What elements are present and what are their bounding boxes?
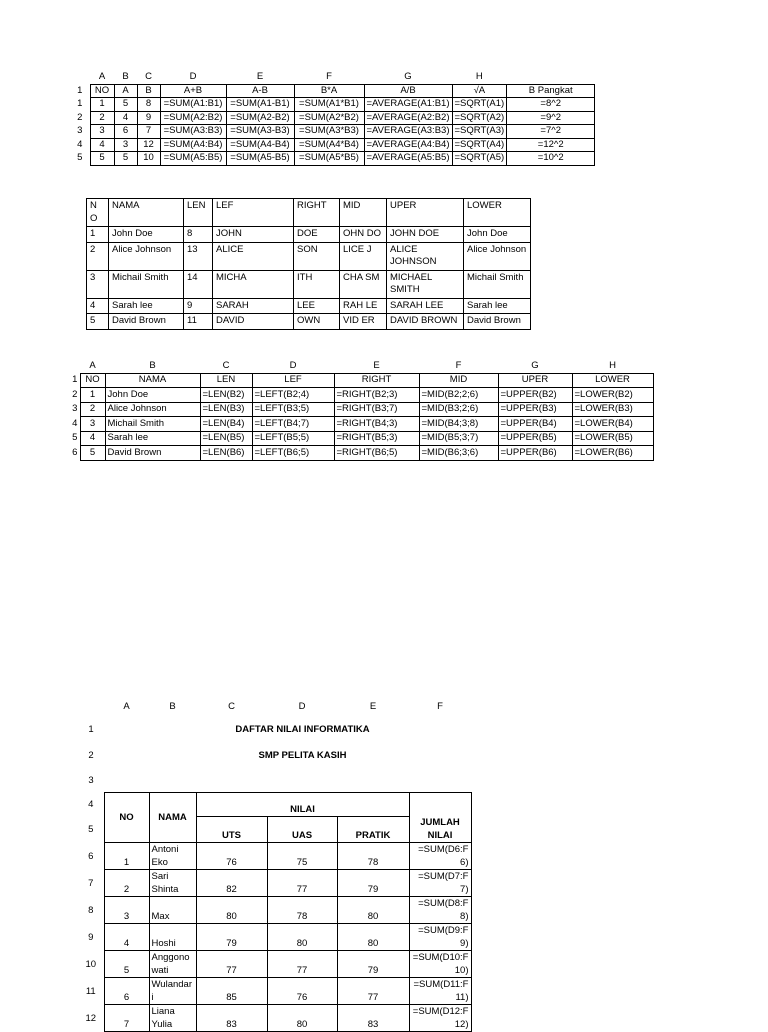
cell[interactable]: LICE J — [340, 242, 387, 270]
cell-uas[interactable]: 77 — [267, 951, 337, 978]
table-row — [78, 951, 471, 978]
header-cell[interactable]: NO — [90, 84, 114, 98]
page-subtitle: SMP PELITA KASIH — [258, 749, 347, 761]
cell[interactable]: David Brown — [464, 314, 531, 330]
cell[interactable]: =RIGHT(B2;3) — [334, 388, 419, 403]
cell[interactable]: MICHAEL SMITH — [387, 270, 464, 298]
col-letter: A — [89, 359, 96, 371]
cell[interactable]: =SUM(A2-B2) — [226, 111, 294, 125]
cell-pratik[interactable]: 80 — [337, 897, 409, 924]
table-row — [70, 402, 653, 417]
header-cell[interactable]: LEN — [200, 373, 252, 388]
table-row — [70, 152, 595, 166]
table-row — [87, 314, 531, 330]
cell[interactable]: 4 — [90, 138, 114, 152]
cell[interactable]: ALICE JOHNSON — [387, 242, 464, 270]
header-cell[interactable]: UPER — [498, 373, 572, 388]
header-uas[interactable]: UAS — [267, 816, 337, 843]
header-cell[interactable]: RIGHT — [334, 373, 419, 388]
cell[interactable]: =LEFT(B4;7) — [252, 417, 334, 432]
cell-jumlah[interactable]: =SUM(D10:F10) — [409, 951, 471, 978]
cell[interactable]: =RIGHT(B4;3) — [334, 417, 419, 432]
cell[interactable]: 11 — [184, 314, 213, 330]
cell[interactable]: =10^2 — [507, 152, 595, 166]
table-row — [70, 446, 653, 461]
cell-uas[interactable]: 75 — [267, 843, 337, 870]
cell[interactable]: =SUM(A5*B5) — [294, 152, 364, 166]
col-letter: G — [404, 71, 412, 83]
header-cell[interactable]: MID — [419, 373, 498, 388]
row-number: 2 — [72, 388, 78, 400]
cell[interactable]: SARAH LEE — [387, 298, 464, 314]
cell[interactable]: 13 — [184, 242, 213, 270]
cell[interactable]: =SUM(A1-B1) — [226, 98, 294, 112]
cell[interactable]: John Doe — [105, 388, 200, 403]
cell-uts[interactable]: 85 — [196, 978, 267, 1005]
col-letter: B — [149, 359, 156, 371]
cell[interactable]: 3 — [80, 417, 105, 432]
cell[interactable]: =MID(B2;2;6) — [419, 388, 498, 403]
cell-pratik[interactable]: 79 — [337, 870, 409, 897]
cell[interactable]: Michail Smith — [464, 270, 531, 298]
cell[interactable]: SARAH — [213, 298, 294, 314]
cell[interactable]: DAVID BROWN — [387, 314, 464, 330]
cell[interactable]: John Doe — [464, 227, 531, 243]
cell[interactable]: Michail Smith — [105, 417, 200, 432]
header-cell[interactable]: √A — [452, 84, 507, 98]
cell-nama[interactable]: Sari Shinta — [149, 870, 196, 897]
cell[interactable]: 5 — [87, 314, 109, 330]
col-letter: E — [373, 359, 380, 371]
row-number: 9 — [88, 931, 94, 943]
cell[interactable]: 5 — [80, 446, 105, 461]
cell[interactable]: =SUM(A5-B5) — [226, 152, 294, 166]
cell[interactable]: =SUM(A5:B5) — [160, 152, 226, 166]
col-letter: D — [189, 71, 197, 83]
cell[interactable]: =LOWER(B3) — [572, 402, 653, 417]
cell-nama[interactable]: Max — [149, 897, 196, 924]
cell-nama[interactable]: Hoshi — [149, 924, 196, 951]
cell[interactable]: =LEN(B6) — [200, 446, 252, 461]
cell-jumlah[interactable]: =SUM(D11:F11) — [409, 978, 471, 1005]
header-jumlah-nilai[interactable]: JUMLAH NILAI — [409, 816, 471, 843]
cell[interactable]: =UPPER(B2) — [498, 388, 572, 403]
cell[interactable]: 1 — [80, 388, 105, 403]
cell[interactable]: Michail Smith — [109, 270, 184, 298]
cell[interactable]: =7^2 — [507, 125, 595, 139]
table-row — [78, 843, 471, 870]
cell-pratik[interactable]: 79 — [337, 951, 409, 978]
cell-uts[interactable]: 82 — [196, 870, 267, 897]
table-row — [70, 431, 653, 446]
table-row — [78, 897, 471, 924]
cell[interactable]: =RIGHT(B6;5) — [334, 446, 419, 461]
table-row — [87, 270, 531, 298]
header-cell[interactable]: MID — [340, 199, 387, 227]
row-number: 3 — [88, 774, 94, 786]
arithmetic-formula-table — [70, 71, 595, 166]
cell-no[interactable]: 4 — [104, 924, 149, 951]
cell[interactable]: 1 — [90, 98, 114, 112]
table-row — [78, 1005, 471, 1032]
cell[interactable]: David Brown — [109, 314, 184, 330]
header-row — [70, 373, 653, 388]
cell[interactable]: 2 — [87, 242, 109, 270]
row-number: 3 — [72, 403, 78, 415]
row-number: 1 — [77, 84, 83, 96]
table-row — [78, 924, 471, 951]
string-function-results-table — [86, 198, 531, 330]
row-number: 4 — [77, 138, 83, 150]
header-cell[interactable]: RIGHT — [294, 199, 340, 227]
row-number: 6 — [72, 446, 78, 458]
header-cell[interactable]: B — [137, 84, 160, 98]
cell[interactable]: =LEN(B2) — [200, 388, 252, 403]
cell[interactable]: 6 — [114, 125, 137, 139]
cell[interactable]: =LOWER(B4) — [572, 417, 653, 432]
cell[interactable]: 5 — [114, 98, 137, 112]
cell-pratik[interactable]: 78 — [337, 843, 409, 870]
cell-uas[interactable]: 80 — [267, 924, 337, 951]
cell[interactable]: 5 — [90, 152, 114, 166]
row-number: 5 — [77, 152, 83, 164]
cell[interactable]: 1 — [87, 227, 109, 243]
cell[interactable]: JOHN — [213, 227, 294, 243]
col-letter: B — [122, 71, 129, 83]
row-number: 1 — [77, 98, 83, 110]
cell-uas[interactable]: 80 — [267, 1005, 337, 1032]
row-number: 11 — [85, 985, 96, 997]
cell[interactable]: =SUM(A2*B2) — [294, 111, 364, 125]
header-cell[interactable]: A-B — [226, 84, 294, 98]
cell[interactable]: =LOWER(B5) — [572, 431, 653, 446]
cell[interactable]: LEE — [294, 298, 340, 314]
col-letter: F — [455, 359, 462, 371]
cell-jumlah[interactable]: =SUM(D7:F7) — [409, 870, 471, 897]
cell-jumlah[interactable]: =SUM(D8:F8) — [409, 897, 471, 924]
cell-no[interactable]: 2 — [104, 870, 149, 897]
cell[interactable]: =MID(B3;2;6) — [419, 402, 498, 417]
table-row — [87, 242, 531, 270]
cell-uas[interactable]: 77 — [267, 870, 337, 897]
header-cell[interactable]: A — [114, 84, 137, 98]
header-pratik[interactable]: PRATIK — [337, 816, 409, 843]
table-row — [78, 978, 471, 1005]
cell[interactable]: SON — [294, 242, 340, 270]
cell[interactable]: =9^2 — [507, 111, 595, 125]
page-title: DAFTAR NILAI INFORMATIKA — [235, 723, 370, 735]
row-number: 10 — [85, 958, 97, 970]
column-letter-row — [78, 696, 471, 716]
cell[interactable]: 4 — [87, 298, 109, 314]
header-row — [87, 199, 531, 227]
table-row — [70, 138, 595, 152]
row-number: 3 — [77, 125, 83, 137]
cell[interactable]: DAVID — [213, 314, 294, 330]
header-cell[interactable]: NAMA — [109, 199, 184, 227]
row-number: 4 — [88, 798, 94, 810]
grade-list-table — [78, 696, 472, 1032]
col-letter: E — [369, 700, 377, 712]
cell[interactable]: =SUM(A3-B3) — [226, 125, 294, 139]
cell-no[interactable]: 3 — [104, 897, 149, 924]
header-cell[interactable]: NAMA — [105, 373, 200, 388]
cell[interactable]: =SQRT(A4) — [452, 138, 507, 152]
row-number: 1 — [72, 374, 78, 386]
cell[interactable]: 2 — [80, 402, 105, 417]
cell[interactable]: John Doe — [109, 227, 184, 243]
cell[interactable]: =AVERAGE(A4:B4) — [364, 138, 452, 152]
row-number: 4 — [72, 417, 78, 429]
header-uts[interactable]: UTS — [196, 816, 267, 843]
row-number: 5 — [88, 823, 94, 835]
header-no[interactable]: NO — [104, 792, 149, 843]
cell-jumlah[interactable]: =SUM(D12:F12) — [409, 1005, 471, 1032]
header-cell[interactable]: B Pangkat — [507, 84, 595, 98]
cell[interactable]: =AVERAGE(A2:B2) — [364, 111, 452, 125]
cell[interactable]: 3 — [87, 270, 109, 298]
cell-nama[interactable]: Antoni Eko — [149, 843, 196, 870]
header-cell[interactable]: LEF — [213, 199, 294, 227]
col-letter: C — [222, 359, 230, 371]
cell[interactable]: OWN — [294, 314, 340, 330]
cell-pratik[interactable]: 80 — [337, 924, 409, 951]
cell[interactable]: RAH LE — [340, 298, 387, 314]
cell-uts[interactable]: 80 — [196, 897, 267, 924]
cell-uts[interactable]: 83 — [196, 1005, 267, 1032]
cell-pratik[interactable]: 83 — [337, 1005, 409, 1032]
column-letter-row — [70, 359, 653, 373]
cell-nama[interactable]: Liana Yulia — [149, 1005, 196, 1032]
col-letter: F — [326, 71, 332, 83]
row-number: 2 — [77, 111, 83, 123]
header-cell[interactable]: LEN — [184, 199, 213, 227]
cell[interactable]: Alice Johnson — [109, 242, 184, 270]
cell[interactable]: =RIGHT(B5;3) — [334, 431, 419, 446]
header-cell[interactable]: LOWER — [464, 199, 531, 227]
cell[interactable]: =MID(B4;3;8) — [419, 417, 498, 432]
cell[interactable]: 3 — [114, 138, 137, 152]
col-letter: F — [437, 700, 443, 712]
cell[interactable]: =8^2 — [507, 98, 595, 112]
row-number: 5 — [72, 432, 78, 444]
cell[interactable]: =LEN(B5) — [200, 431, 252, 446]
header-cell[interactable]: UPER — [387, 199, 464, 227]
cell[interactable]: =RIGHT(B3;7) — [334, 402, 419, 417]
cell[interactable]: JOHN DOE — [387, 227, 464, 243]
col-letter: H — [609, 359, 616, 371]
cell[interactable]: DOE — [294, 227, 340, 243]
cell-pratik[interactable]: 77 — [337, 978, 409, 1005]
cell[interactable]: =MID(B5;3;7) — [419, 431, 498, 446]
cell[interactable]: =LOWER(B2) — [572, 388, 653, 403]
cell[interactable]: =SUM(A4:B4) — [160, 138, 226, 152]
row-number: 7 — [88, 877, 94, 889]
cell[interactable]: MICHA — [213, 270, 294, 298]
cell[interactable]: 4 — [80, 431, 105, 446]
cell-uts[interactable]: 77 — [196, 951, 267, 978]
row-number: 12 — [85, 1012, 97, 1024]
row-number: 8 — [88, 904, 94, 916]
cell[interactable]: =12^2 — [507, 138, 595, 152]
header-cell[interactable]: LEF — [252, 373, 334, 388]
cell[interactable]: Sarah lee — [464, 298, 531, 314]
cell-no[interactable]: 6 — [104, 978, 149, 1005]
col-letter — [507, 71, 595, 84]
col-letter: D — [298, 700, 306, 712]
cell[interactable]: Alice Johnson — [464, 242, 531, 270]
cell-nama[interactable]: Wulandari — [149, 978, 196, 1005]
table-row — [70, 388, 653, 403]
cell[interactable]: David Brown — [105, 446, 200, 461]
cell[interactable]: 9 — [184, 298, 213, 314]
cell-jumlah[interactable]: =SUM(D9:F9) — [409, 924, 471, 951]
column-letter-row — [70, 71, 595, 84]
cell-no[interactable]: 7 — [104, 1005, 149, 1032]
cell[interactable]: =SQRT(A2) — [452, 111, 507, 125]
cell[interactable]: =LEFT(B2;4) — [252, 388, 334, 403]
cell[interactable]: =SUM(A2:B2) — [160, 111, 226, 125]
cell[interactable]: =SQRT(A3) — [452, 125, 507, 139]
table-row — [70, 98, 595, 112]
string-formula-table — [70, 359, 654, 461]
cell[interactable]: 9 — [137, 111, 160, 125]
row-number: 1 — [88, 723, 94, 735]
table-row — [70, 111, 595, 125]
col-letter: C — [228, 700, 235, 712]
col-letter: B — [169, 700, 176, 712]
cell[interactable]: =SUM(A4-B4) — [226, 138, 294, 152]
cell[interactable]: =UPPER(B3) — [498, 402, 572, 417]
col-letter: G — [531, 359, 539, 371]
cell[interactable]: =LEN(B4) — [200, 417, 252, 432]
cell[interactable]: =LEFT(B6;5) — [252, 446, 334, 461]
cell[interactable]: =SQRT(A5) — [452, 152, 507, 166]
table-row — [78, 870, 471, 897]
cell[interactable]: Sarah lee — [109, 298, 184, 314]
col-letter: A — [98, 71, 106, 83]
header-cell[interactable]: A/B — [364, 84, 452, 98]
cell[interactable]: =SQRT(A1) — [452, 98, 507, 112]
header-nama[interactable]: NAMA — [149, 792, 196, 843]
cell[interactable]: 2 — [90, 111, 114, 125]
cell[interactable]: OHN DO — [340, 227, 387, 243]
cell-no[interactable]: 1 — [104, 843, 149, 870]
col-letter: A — [123, 700, 130, 712]
cell[interactable]: =SUM(A4*B4) — [294, 138, 364, 152]
cell[interactable]: VID ER — [340, 314, 387, 330]
col-letter: D — [289, 359, 297, 371]
cell[interactable]: =SUM(A1*B1) — [294, 98, 364, 112]
header-cell[interactable]: A+B — [160, 84, 226, 98]
col-letter: H — [475, 71, 483, 83]
cell[interactable]: 12 — [137, 138, 160, 152]
cell-uts[interactable]: 76 — [196, 843, 267, 870]
header-cell[interactable]: N O — [87, 199, 109, 227]
cell[interactable]: Sarah lee — [105, 431, 200, 446]
cell[interactable]: 3 — [90, 125, 114, 139]
table-row — [70, 417, 653, 432]
cell[interactable]: CHA SM — [340, 270, 387, 298]
header-cell[interactable]: NO — [80, 373, 105, 388]
cell[interactable]: =SUM(A3:B3) — [160, 125, 226, 139]
table-row — [87, 298, 531, 314]
cell-no[interactable]: 5 — [104, 951, 149, 978]
cell-nama[interactable]: Anggonowati — [149, 951, 196, 978]
col-letter: E — [256, 71, 264, 83]
header-cell[interactable]: LOWER — [572, 373, 653, 388]
cell-uas[interactable]: 78 — [267, 897, 337, 924]
row-number: 6 — [88, 850, 94, 862]
cell[interactable]: =MID(B6;3;6) — [419, 446, 498, 461]
cell[interactable]: =UPPER(B5) — [498, 431, 572, 446]
cell[interactable]: ALICE — [213, 242, 294, 270]
header-row — [70, 84, 595, 98]
cell[interactable]: 8 — [184, 227, 213, 243]
cell[interactable]: =SUM(A1:B1) — [160, 98, 226, 112]
header-cell[interactable]: B*A — [294, 84, 364, 98]
cell[interactable]: 10 — [137, 152, 160, 166]
cell[interactable]: =AVERAGE(A1:B1) — [364, 98, 452, 112]
cell[interactable]: 8 — [137, 98, 160, 112]
cell[interactable]: 4 — [114, 111, 137, 125]
cell[interactable]: =AVERAGE(A3:B3) — [364, 125, 452, 139]
cell[interactable]: Alice Johnson — [105, 402, 200, 417]
row-number: 2 — [88, 749, 94, 761]
cell[interactable]: =LEFT(B3;5) — [252, 402, 334, 417]
cell[interactable]: =LEFT(B5;5) — [252, 431, 334, 446]
cell-uas[interactable]: 76 — [267, 978, 337, 1005]
cell[interactable]: ITH — [294, 270, 340, 298]
col-letter: C — [145, 71, 152, 83]
cell[interactable]: =SUM(A3*B3) — [294, 125, 364, 139]
cell[interactable]: =LEN(B3) — [200, 402, 252, 417]
table-row — [87, 227, 531, 243]
table-row — [70, 125, 595, 139]
cell[interactable]: =AVERAGE(A5:B5) — [364, 152, 452, 166]
cell[interactable]: 7 — [137, 125, 160, 139]
cell[interactable]: =UPPER(B4) — [498, 417, 572, 432]
cell-jumlah[interactable]: =SUM(D6:F6) — [409, 843, 471, 870]
header-nilai[interactable]: NILAI — [196, 792, 409, 816]
cell-uts[interactable]: 79 — [196, 924, 267, 951]
cell[interactable]: =UPPER(B6) — [498, 446, 572, 461]
cell[interactable]: =LOWER(B6) — [572, 446, 653, 461]
cell[interactable]: 14 — [184, 270, 213, 298]
cell[interactable]: 5 — [114, 152, 137, 166]
